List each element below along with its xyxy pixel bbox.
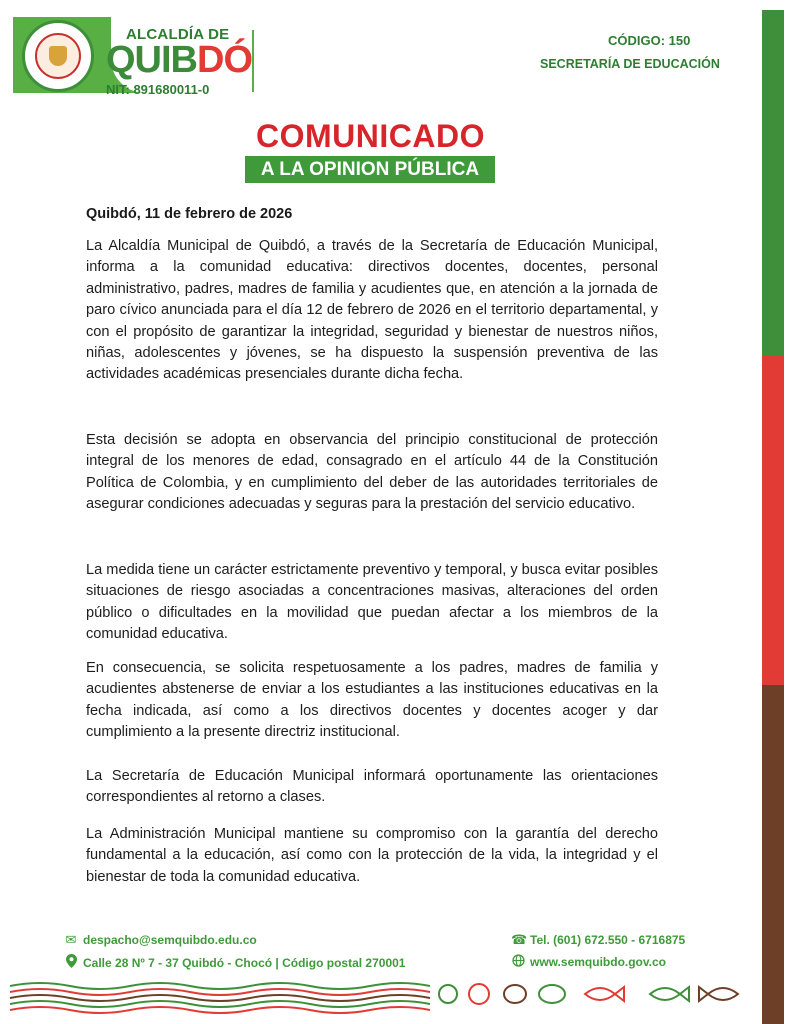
envelope-icon: ✉ [65, 932, 77, 947]
footer-phone-text: Tel. (601) 672.550 - 6716875 [530, 933, 686, 947]
decorative-border [0, 972, 791, 1024]
footer-address-text: Calle 28 Nº 7 - 37 Quibdó - Chocó | Código postal 270001 [83, 955, 406, 970]
wave-lines [10, 983, 430, 1013]
logo-main-text [106, 38, 252, 82]
paragraph: La Alcaldía Municipal de Quibdó, a través de la Secretaría de Educación Municipal, informa a la comunidad educativa: directivos docentes, docentes, personal administrativo, padres, madres de familia y acudientes que, en atención a la jornada de paro cívico anunciada para el día 12 de febrero de 2026 en el territorio departamental, y con el propósito de garantizar la integridad, seguridad y bienestar de nuestros niños, niñas, adolescentes y jóvenes, se ha dispuesto la suspensión preventiva de las actividades académicas presenciales durante dicha fecha. [86, 238, 658, 383]
globe-icon [511, 954, 525, 970]
footer-email-text: despacho@semquibdo.edu.co [83, 933, 257, 947]
location-pin-icon [64, 954, 78, 971]
document-code: CÓDIGO: 150 [608, 33, 691, 48]
paragraph: En consecuencia, se solicita respetuosamente a los padres, madres de familia y acudientes abstenerse de enviar a los estudiantes a las instituciones educativas en la fecha indicada, así como a los directivos docentes y docentes acoger y dar cumplimiento a la presente directriz institucional. [86, 660, 658, 741]
nit-text: NIT: 891680011-0 [106, 82, 210, 97]
paragraph: Esta decisión se adopta en observancia del principio constitucional de protección integral de los menores de edad, consagrado en el artículo 44 de la Constitución Política de Colombia, y en cumplimiento del deber de las autoridades territoriales de asegurar condiciones adecuadas y seguras para la prestación del servicio educativo. [86, 432, 658, 513]
side-bar-red [762, 355, 784, 685]
footer-email[interactable] [64, 932, 257, 948]
header-divider [252, 30, 254, 92]
logo-main-accent: DÓ [197, 39, 252, 81]
paragraph: La Secretaría de Educación Municipal informará oportunamente las orientaciones correspondientes al retorno a clases. [86, 768, 658, 806]
department-name: SECRETARÍA DE EDUCACIÓN [540, 57, 720, 71]
footer-address [64, 954, 405, 971]
page-title: COMUNICADO [256, 118, 485, 154]
circle-ornaments [439, 984, 738, 1004]
footer-website-text: www.semquibdo.gov.co [530, 955, 667, 969]
page-subtitle: A LA OPINION PÚBLICA [245, 156, 495, 183]
footer-website[interactable] [511, 954, 666, 970]
side-bar-green [762, 10, 784, 355]
seal-shield [49, 46, 67, 66]
municipal-seal-icon [22, 20, 94, 92]
logo-main-part: QUIB [106, 39, 197, 81]
seal-inner-ring [35, 33, 81, 79]
paragraph: La Administración Municipal mantiene su compromiso con la garantía del derecho fundamental a la educación, así como con la protección de la vida, la integridad y el bienestar de toda la comunidad educativa. [86, 826, 658, 885]
document-date: Quibdó, 11 de febrero de 2026 [86, 206, 293, 222]
paragraph: La medida tiene un carácter estrictamente preventivo y temporal, y busca evitar posibles situaciones de riesgo asociadas a concentraciones masivas, alteraciones del orden público o dificultades en la movilidad que puedan afectar a los miembros de la comunidad educativa. [86, 562, 658, 643]
footer-phone[interactable] [511, 932, 685, 948]
phone-icon: ☎ [511, 932, 528, 947]
logo-top-text: ALCALDÍA DE [126, 26, 230, 43]
